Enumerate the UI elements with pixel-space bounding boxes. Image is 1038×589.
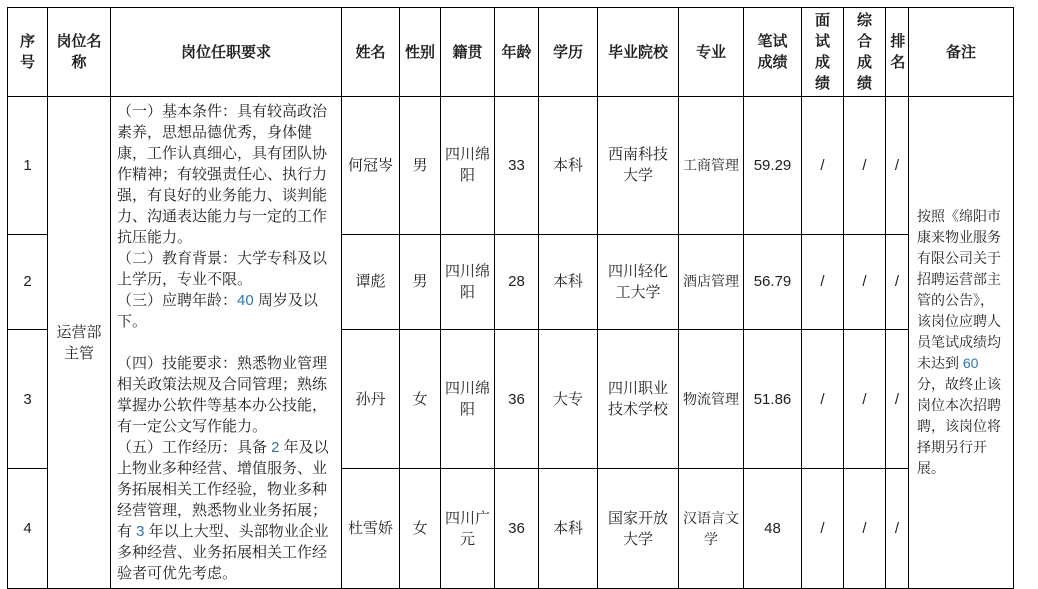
remarks-text: 按照《绵阳市康来物业服务有限公司关于招聘运营部主管的公告》，该岗位应聘人员笔试成绩均未达到 60 分，故终止该岗位本次招聘聘，该岗位将择期另行开展。 bbox=[917, 208, 1001, 476]
cell-gender: 男 bbox=[400, 97, 441, 235]
cell-name: 孙丹 bbox=[342, 329, 400, 469]
cell-school: 西南科技大学 bbox=[598, 97, 679, 235]
cell-written-score: 48 bbox=[744, 469, 802, 589]
cell-interview-score: / bbox=[802, 469, 844, 589]
cell-major: 物流管理 bbox=[679, 329, 744, 469]
cell-major: 工商管理 bbox=[679, 97, 744, 235]
header-written-score bbox=[744, 8, 802, 97]
cell-age: 36 bbox=[495, 329, 539, 469]
header-written-score-label: 笔试成绩 bbox=[757, 33, 788, 71]
cell-seq-no: 2 bbox=[8, 234, 48, 329]
header-education: 学历 bbox=[539, 8, 598, 97]
recruitment-results-table bbox=[7, 7, 1014, 589]
cell-education: 本科 bbox=[539, 469, 598, 589]
cell-education: 大专 bbox=[539, 329, 598, 469]
cell-overall-score: / bbox=[844, 97, 886, 235]
cell-major: 汉语言文学 bbox=[679, 469, 744, 589]
cell-seq-no: 3 bbox=[8, 329, 48, 469]
header-gender: 性别 bbox=[400, 8, 441, 97]
header-overall-score bbox=[844, 8, 886, 97]
cell-gender: 男 bbox=[400, 234, 441, 329]
cell-remarks bbox=[909, 97, 1014, 589]
cell-rank: / bbox=[886, 329, 909, 469]
cell-education: 本科 bbox=[539, 234, 598, 329]
cell-education: 本科 bbox=[539, 97, 598, 235]
cell-name: 杜雪娇 bbox=[342, 469, 400, 589]
cell-interview-score: / bbox=[802, 329, 844, 469]
requirement-experience: （五）工作经历：具备 2 年及以上物业多种经营、增值服务、业务拓展相关工作经验，物业多种经营管理，熟悉物业业务拓展；有 3 年以上大型、头部物业企业多种经营、业务拓展相关工作经验者可优先考虑。 bbox=[117, 439, 329, 582]
header-seq-no bbox=[8, 8, 48, 97]
header-seq-no-label: 序号 bbox=[19, 33, 35, 71]
cell-rank: / bbox=[886, 97, 909, 235]
header-rank-label: 排名 bbox=[890, 33, 906, 71]
cell-written-score: 59.29 bbox=[744, 97, 802, 235]
header-native-place: 籍贯 bbox=[441, 8, 495, 97]
requirement-education: （二）教育背景：大学专科及以上学历，专业不限。 bbox=[117, 250, 328, 288]
cell-native-place: 四川绵阳 bbox=[441, 234, 495, 329]
cell-gender: 女 bbox=[400, 469, 441, 589]
header-position-name: 岗位名称 bbox=[48, 8, 111, 97]
header-rank bbox=[886, 8, 909, 97]
cell-major: 酒店管理 bbox=[679, 234, 744, 329]
cell-school: 四川轻化工大学 bbox=[598, 234, 679, 329]
cell-seq-no: 4 bbox=[8, 469, 48, 589]
cell-native-place: 四川广元 bbox=[441, 469, 495, 589]
header-major: 专业 bbox=[679, 8, 744, 97]
header-school: 毕业院校 bbox=[598, 8, 679, 97]
cell-seq-no: 1 bbox=[8, 97, 48, 235]
cell-written-score: 51.86 bbox=[744, 329, 802, 469]
cell-native-place: 四川绵阳 bbox=[441, 97, 495, 235]
highlight-number: 40 bbox=[237, 292, 254, 309]
cell-name: 谭彪 bbox=[342, 234, 400, 329]
highlight-number: 2 bbox=[271, 439, 280, 456]
cell-overall-score: / bbox=[844, 469, 886, 589]
cell-interview-score: / bbox=[802, 234, 844, 329]
cell-written-score: 56.79 bbox=[744, 234, 802, 329]
header-row bbox=[8, 8, 1014, 97]
header-requirements: 岗位任职要求 bbox=[111, 8, 342, 97]
cell-age: 28 bbox=[495, 234, 539, 329]
table-row bbox=[8, 97, 1014, 235]
cell-interview-score: / bbox=[802, 97, 844, 235]
header-interview-score-label: 面试成绩 bbox=[814, 12, 830, 92]
header-remarks: 备注 bbox=[909, 8, 1014, 97]
cell-age: 36 bbox=[495, 469, 539, 589]
cell-position-name: 运营部主管 bbox=[48, 97, 111, 589]
header-overall-score-label: 综合成绩 bbox=[856, 12, 872, 92]
cell-rank: / bbox=[886, 469, 909, 589]
cell-age: 33 bbox=[495, 97, 539, 235]
header-name: 姓名 bbox=[342, 8, 400, 97]
requirement-basic: （一）基本条件：具有较高政治素养，思想品德优秀，身体健康，工作认真细心，具有团队协作精神；有较强责任心、执行力强，有良好的业务能力、谈判能力、沟通表达能力与一定的工作抗压能力。 bbox=[117, 103, 328, 246]
header-age: 年龄 bbox=[495, 8, 539, 97]
cell-rank: / bbox=[886, 234, 909, 329]
recruitment-result-sheet bbox=[7, 7, 1038, 589]
cell-native-place: 四川绵阳 bbox=[441, 329, 495, 469]
cell-requirements bbox=[111, 97, 342, 589]
cell-overall-score: / bbox=[844, 234, 886, 329]
cell-name: 何冠岑 bbox=[342, 97, 400, 235]
cell-school: 国家开放大学 bbox=[598, 469, 679, 589]
requirements-text bbox=[117, 101, 335, 584]
requirement-age: （三）应聘年龄：40 周岁及以下。 bbox=[117, 292, 318, 330]
cell-overall-score: / bbox=[844, 329, 886, 469]
cell-gender: 女 bbox=[400, 329, 441, 469]
header-interview-score bbox=[802, 8, 844, 97]
highlight-number: 60 bbox=[962, 355, 979, 371]
requirement-skills: （四）技能要求：熟悉物业管理相关政策法规及合同管理；熟练掌握办公软件等基本办公技能，有一定公文写作能力。 bbox=[117, 355, 328, 435]
highlight-number: 3 bbox=[136, 523, 145, 540]
cell-school: 四川职业技术学校 bbox=[598, 329, 679, 469]
